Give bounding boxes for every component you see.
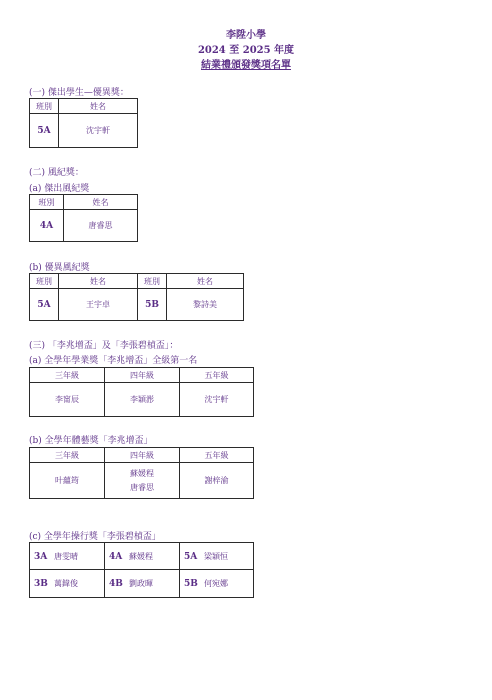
school-name: 李陞小學 <box>226 30 266 41</box>
name-cell: 唐睿思 <box>64 210 138 242</box>
section-2a-heading: (a) 傑出風紀獎 <box>29 184 90 194</box>
col-header: 四年級 <box>105 368 180 383</box>
section-3a-table <box>29 367 254 417</box>
section-3c-heading: (c) 全學年操行獎「李張碧楨盃」 <box>29 532 161 542</box>
class-cell: 5A <box>30 289 59 321</box>
name-cell: 王宇卓 <box>59 289 138 321</box>
award-cell <box>180 570 254 598</box>
section-2b-table <box>29 273 244 321</box>
award-cell <box>30 543 105 570</box>
col-header: 五年級 <box>180 448 254 463</box>
school-year: 2024 至 2025 年度 <box>197 45 295 56</box>
col-header: 三年級 <box>30 448 105 463</box>
col-header: 姓名 <box>59 99 138 114</box>
section-2a-table <box>29 194 138 242</box>
col-header: 四年級 <box>105 448 180 463</box>
award-cell <box>30 570 105 598</box>
class-label: 5A <box>184 551 198 562</box>
class-cell: 4A <box>30 210 64 242</box>
col-header: 五年級 <box>180 368 254 383</box>
name-line: 唐睿思 <box>130 482 154 492</box>
class-label: 3B <box>34 579 48 589</box>
class-cell: 5A <box>30 114 59 148</box>
name-cell: 李甯辰 <box>30 383 105 417</box>
col-header: 姓名 <box>167 274 244 289</box>
class-label: 3A <box>34 551 48 562</box>
name-line: 蘇媛程 <box>130 468 154 478</box>
class-cell: 5B <box>138 289 167 321</box>
name-cell: 沈宇軒 <box>180 383 254 417</box>
col-header: 班別 <box>30 195 64 210</box>
col-header: 班別 <box>30 99 59 114</box>
col-header: 班別 <box>138 274 167 289</box>
col-header: 姓名 <box>59 274 138 289</box>
col-header: 姓名 <box>64 195 138 210</box>
section-3b-heading: (b) 全學年體藝獎「李兆增盃」 <box>29 436 153 446</box>
name-cell: 李穎浵 <box>105 383 180 417</box>
award-cell <box>105 543 180 570</box>
section-3-heading: (三) 「李兆增盃」及「李張碧楨盃」： <box>29 341 179 351</box>
student-name: 唐雯晴 <box>54 551 78 561</box>
student-name: 劉政暉 <box>129 579 153 588</box>
section-3a-heading: (a) 全學年學業獎「李兆增盃」全級第一名 <box>29 356 198 366</box>
class-label: 4B <box>109 579 123 589</box>
student-name: 蘇媛程 <box>129 551 153 561</box>
col-header: 班別 <box>30 274 59 289</box>
section-3c-table <box>29 542 254 598</box>
name-cell: 謝梓渝 <box>180 463 254 499</box>
student-name: 萬鍏俊 <box>54 579 78 588</box>
col-header: 三年級 <box>30 368 105 383</box>
section-2-heading: (二) 風紀獎： <box>29 168 84 178</box>
class-label: 5B <box>184 579 198 589</box>
section-1-table <box>29 98 138 148</box>
name-cell: 叶蘊筠 <box>30 463 105 499</box>
section-2b-heading: (b) 優異風紀獎 <box>29 263 90 273</box>
document-title: 結業禮頒發獎項名單 <box>201 60 291 71</box>
award-cell <box>105 570 180 598</box>
name-cell: 沈宇軒 <box>59 114 138 148</box>
name-cell <box>105 463 180 499</box>
student-name: 何宛娜 <box>204 579 228 588</box>
section-1-heading: (一) 傑出學生—優異獎： <box>29 88 129 98</box>
section-3b-table <box>29 447 254 499</box>
class-label: 4A <box>109 551 123 562</box>
award-cell <box>180 543 254 570</box>
name-cell: 黎詩美 <box>167 289 244 321</box>
student-name: 梁穎恒 <box>204 551 228 561</box>
